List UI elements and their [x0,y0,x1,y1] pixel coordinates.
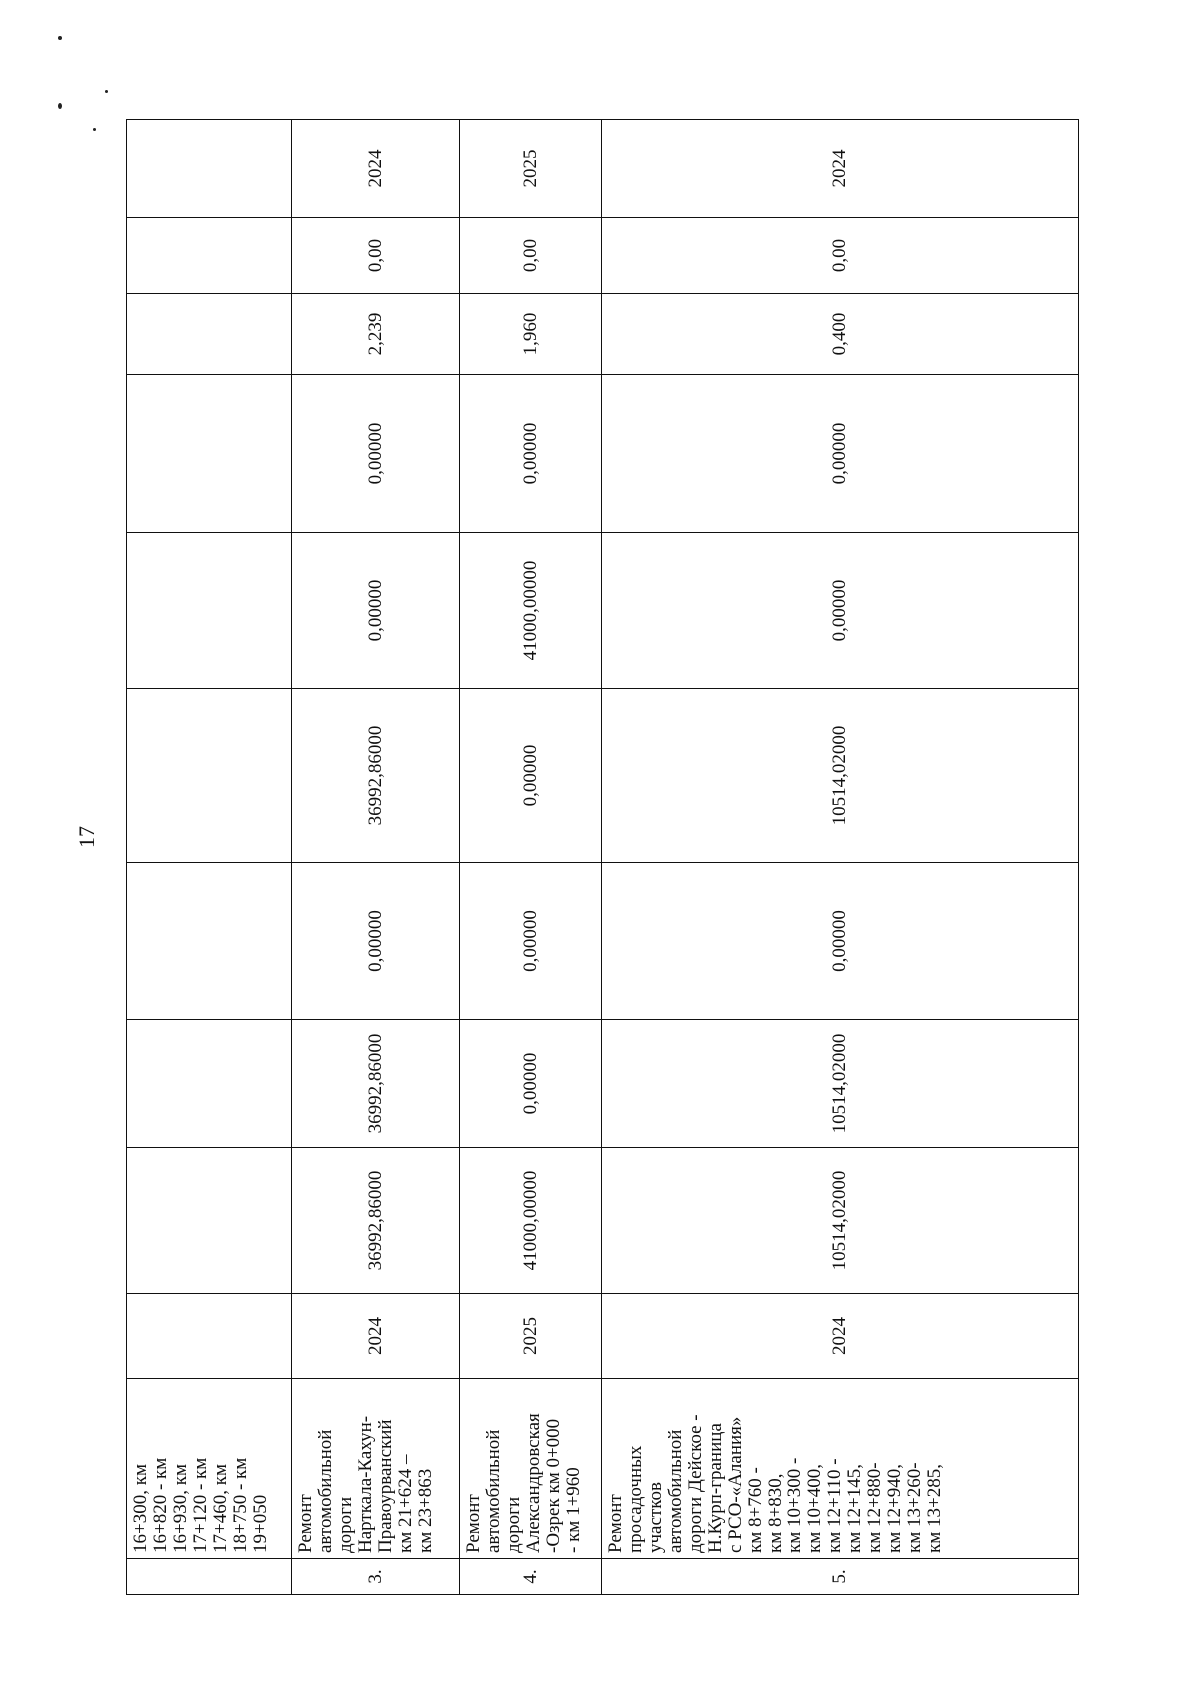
name-line: км 8+760 - [744,1467,766,1553]
name-line: 16+820 - км [149,1457,171,1553]
object-name-cell [127,1379,292,1559]
scan-speck [58,36,62,40]
object-name-cell [292,1379,460,1559]
total-cost-cell: 41000,00000 [460,1148,602,1294]
cost-column-4-cell: 0,00000 [460,689,602,863]
start-year-cell [127,1294,292,1379]
name-line: км 13+260- [904,1462,926,1553]
total-cost-cell: 36992,86000 [292,1148,460,1294]
cost-column-2-cell [127,1020,292,1148]
name-line: км 12+145, [844,1464,866,1553]
name-line: просадочных [624,1445,646,1553]
name-line: Ремонт [463,1494,484,1553]
name-line: 16+300, км [130,1464,151,1553]
cost-column-5-cell: 41000,00000 [460,533,602,689]
name-line: автомобильной [314,1429,336,1553]
cost-column-5-cell: 0,00000 [602,533,1079,689]
name-line: 17+120 - км [189,1457,211,1553]
name-line: Н.Курп-граница [704,1423,726,1553]
name-line: км 12+110 - [824,1458,846,1553]
cost-column-6-cell [127,375,292,533]
end-year-cell: 2024 [292,120,460,218]
name-line: 16+930, км [169,1464,191,1553]
name-line: дороги [502,1496,524,1553]
length-km-cell: 0,400 [602,294,1079,375]
row-number-cell: 5. [602,1559,1079,1595]
name-line: -Озрек км 0+000 [542,1418,564,1553]
cost-column-4-cell [127,689,292,863]
name-line: 19+050 [249,1494,271,1553]
cost-column-4-cell: 10514,02000 [602,689,1079,863]
rotated-table-wrapper [126,120,1078,1595]
name-line: с РСО-«Алания» [724,1416,746,1553]
row-number-cell: 3. [292,1559,460,1595]
cost-column-6-cell: 0,00000 [292,375,460,533]
zero-value-cell [127,218,292,294]
name-line: км 10+300 - [784,1457,806,1553]
total-cost-cell: 10514,02000 [602,1148,1079,1294]
zero-value-cell: 0,00 [460,218,602,294]
cost-column-3-cell [127,863,292,1020]
name-line: 17+460, км [209,1464,231,1553]
name-line: Александровская [522,1413,544,1553]
page-number: 17 [74,826,99,848]
cost-column-6-cell: 0,00000 [460,375,602,533]
table-row [602,120,1079,1595]
name-line: Ремонт [605,1494,626,1553]
name-line: 18+750 - км [229,1457,251,1553]
start-year-cell: 2024 [602,1294,1079,1379]
cost-column-6-cell: 0,00000 [602,375,1079,533]
name-line: автомобильной [482,1429,504,1553]
cost-column-2-cell: 36992,86000 [292,1020,460,1148]
object-name-cell [460,1379,602,1559]
cost-column-3-cell: 0,00000 [292,863,460,1020]
table-row [292,120,460,1595]
name-line: - км 1+960 [562,1467,584,1553]
name-line: Ремонт [295,1494,316,1553]
row-number-cell: 4. [460,1559,602,1595]
cost-column-3-cell: 0,00000 [602,863,1079,1020]
name-line: км 8+830, [764,1473,786,1553]
cost-column-3-cell: 0,00000 [460,863,602,1020]
name-line: автомобильной [664,1429,686,1553]
name-line: дороги [334,1496,356,1553]
scan-speck [105,90,108,93]
repair-program-table [126,119,1079,1595]
scan-speck [58,103,62,109]
scan-speck [93,128,96,131]
end-year-cell [127,120,292,218]
length-km-cell: 2,239 [292,294,460,375]
table-row [460,120,602,1595]
name-line: дороги Дейское - [684,1414,706,1553]
start-year-cell: 2025 [460,1294,602,1379]
zero-value-cell: 0,00 [602,218,1079,294]
cost-column-5-cell: 0,00000 [292,533,460,689]
name-line: участков [644,1482,666,1553]
length-km-cell: 1,960 [460,294,602,375]
name-line: км 21+624 – [394,1454,416,1553]
table-row [127,120,292,1595]
end-year-cell: 2024 [602,120,1079,218]
object-name-cell [602,1379,1079,1559]
zero-value-cell: 0,00 [292,218,460,294]
name-line: Нарткала-Кахун- [354,1415,376,1553]
length-km-cell [127,294,292,375]
name-line: км 12+880- [864,1462,886,1553]
name-line: км 12+940, [884,1464,906,1553]
cost-column-5-cell [127,533,292,689]
end-year-cell: 2025 [460,120,602,218]
cost-column-2-cell: 0,00000 [460,1020,602,1148]
name-line: Правоурванский [374,1419,396,1553]
start-year-cell: 2024 [292,1294,460,1379]
cost-column-4-cell: 36992,86000 [292,689,460,863]
name-line: км 23+863 [414,1468,436,1553]
row-number-cell [127,1559,292,1595]
total-cost-cell [127,1148,292,1294]
cost-column-2-cell: 10514,02000 [602,1020,1079,1148]
name-line: км 13+285, [924,1464,945,1553]
name-line: км 10+400, [804,1464,826,1553]
